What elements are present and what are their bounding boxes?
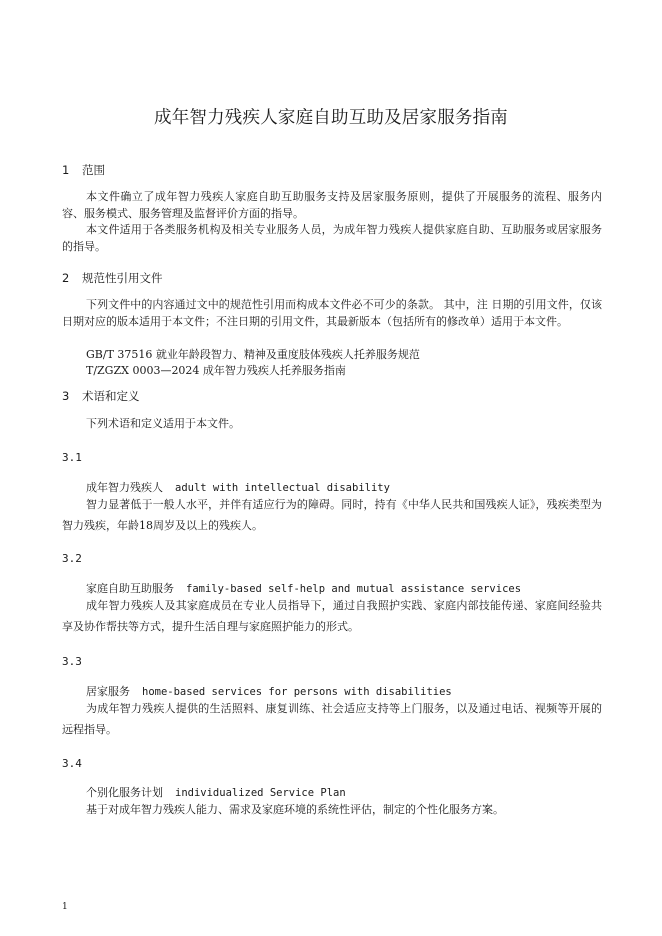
term-entry	[86, 683, 452, 699]
section-2-heading	[62, 270, 163, 286]
term-definition: 为成年智力残疾人提供的生活照料、康复训练、社会适应支持等上门服务，以及通过电话、视频等开展的远程指导。	[62, 702, 602, 736]
term-clause-number: 3.2	[62, 552, 82, 565]
term-entry	[86, 580, 521, 596]
term-definition: 智力显著低于一般人水平，并伴有适应行为的障碍。同时，持有《中华人民共和国残疾人证》，残疾类型为智力残疾，年龄18周岁及以上的残疾人。	[62, 498, 602, 532]
section-3-intro: 下列术语和定义适用于本文件。	[86, 417, 240, 430]
normative-reference-2: T/ZGZX 0003—2024 成年智力残疾人托养服务指南	[86, 364, 346, 377]
term-entry	[86, 784, 346, 800]
term-name-zh: 成年智力残疾人	[86, 481, 163, 494]
document-title: 成年智力残疾人家庭自助互助及居家服务指南	[154, 108, 508, 128]
term-definition: 成年智力残疾人及其家庭成员在专业人员指导下，通过自我照护实践、家庭内部技能传递、家庭间经验共享及协作帮扶等方式，提升生活自理与家庭照护能力的形式。	[62, 599, 602, 633]
term-name-zh: 家庭自助互助服务	[86, 582, 174, 595]
term-name-en: individualized Service Plan	[175, 787, 346, 799]
section-title: 术语和定义	[82, 389, 140, 403]
section-number: 2	[62, 271, 70, 285]
term-definition: 基于对成年智力残疾人能力、需求及家庭环境的系统性评估，制定的个性化服务方案。	[86, 803, 504, 816]
term-name-zh: 个别化服务计划	[86, 786, 163, 799]
term-clause-number: 3.1	[62, 451, 82, 464]
section-title: 范围	[82, 163, 105, 177]
page-number: 1	[62, 902, 68, 912]
term-clause-number: 3.3	[62, 655, 82, 668]
section-1-heading	[62, 162, 105, 178]
term-name-en: family-based self-help and mutual assistance services	[186, 583, 522, 595]
term-entry	[86, 479, 390, 495]
term-name-en: home-based services for persons with disabilities	[142, 686, 452, 698]
section-1-paragraph-1: 本文件确立了成年智力残疾人家庭自助互助服务支持及居家服务原则，提供了开展服务的流程、服务内容、服务模式、服务管理及监督评价方面的指导。	[62, 190, 602, 220]
section-1-paragraph-2: 本文件适用于各类服务机构及相关专业服务人员，为成年智力残疾人提供家庭自助、互助服务或居家服务的指导。	[62, 223, 602, 253]
term-clause-number: 3.4	[62, 757, 82, 770]
normative-reference-1: GB/T 37516 就业年龄段智力、精神及重度肢体残疾人托养服务规范	[86, 348, 420, 361]
section-2-paragraph: 下列文件中的内容通过文中的规范性引用而构成本文件必不可少的条款。 其中，注 日期的引用文件，仅该日期对应的版本适用于本文件；不注日期的引用文件，其最新版本（包括所有的修改单）适用于本文件。	[62, 298, 602, 328]
section-3-heading	[62, 388, 140, 404]
term-name-zh: 居家服务	[86, 685, 130, 698]
section-number: 1	[62, 163, 70, 177]
section-number: 3	[62, 389, 70, 403]
section-title: 规范性引用文件	[82, 271, 163, 285]
term-name-en: adult with intellectual disability	[175, 482, 390, 494]
